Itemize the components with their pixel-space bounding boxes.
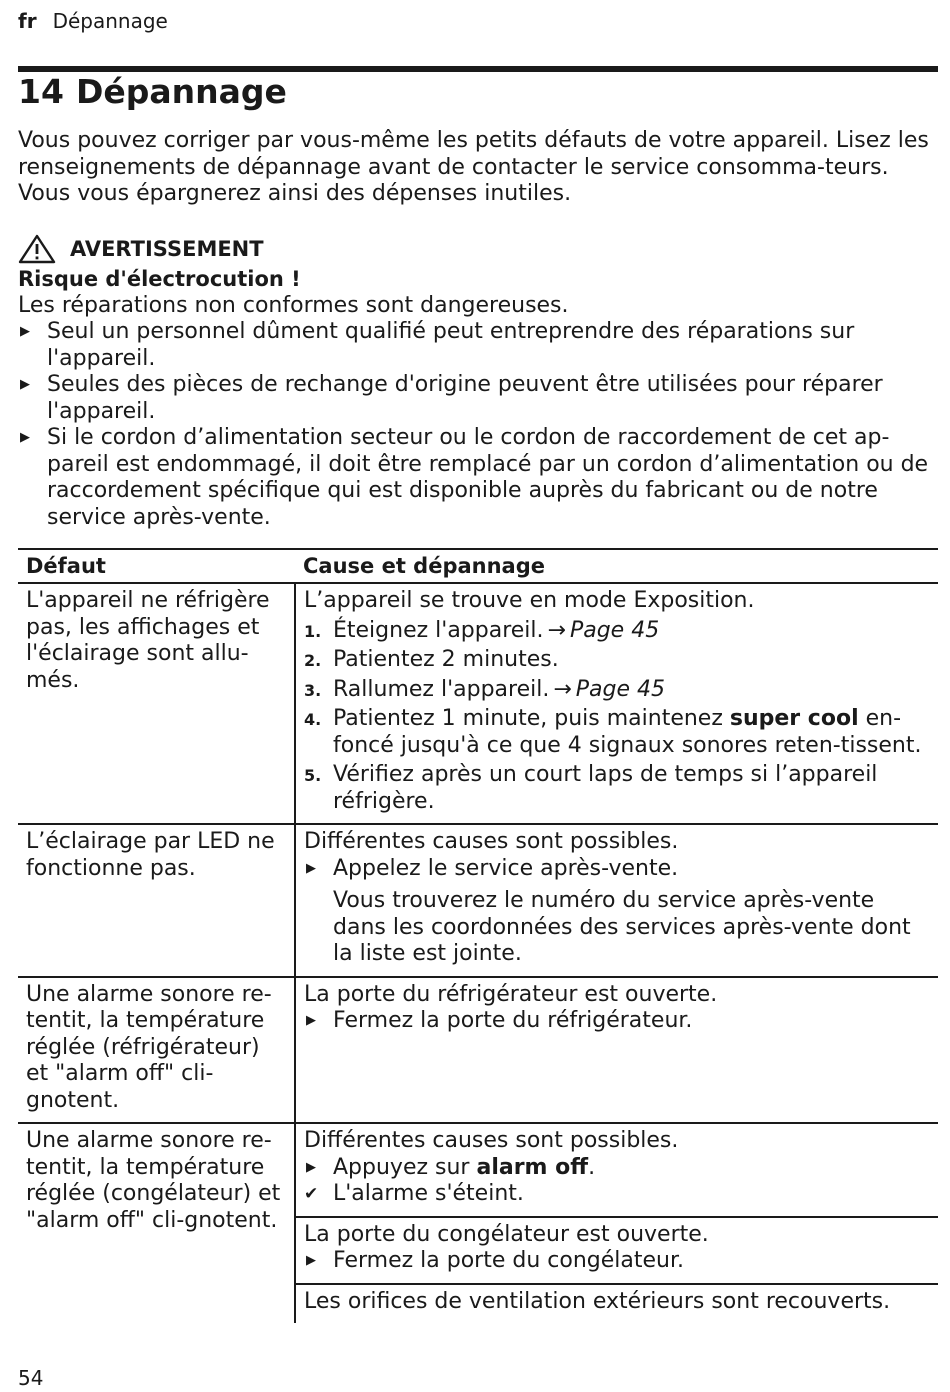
page-reference-link[interactable]: Page 45 bbox=[575, 676, 666, 702]
bullet-icon: ▶ bbox=[306, 860, 316, 876]
note-text: Vous trouverez le numéro du service après-vente dans les coordonnées des services après-vente dont la liste est jointe. bbox=[333, 888, 911, 966]
cause-cell bbox=[295, 1284, 938, 1324]
cause-cell bbox=[295, 1123, 938, 1217]
bullet-icon: ▶ bbox=[306, 1013, 316, 1028]
warning-triangle-icon bbox=[18, 234, 56, 264]
action-item: ▶ Fermez la porte du réfrigérateur. bbox=[306, 1008, 693, 1033]
warning-list bbox=[18, 319, 938, 531]
warning-block bbox=[18, 232, 938, 531]
table-header-row bbox=[18, 549, 938, 583]
warning-title-text: AVERTISSEMENT bbox=[70, 236, 264, 261]
section-name: Dépannage bbox=[52, 9, 168, 33]
table-row bbox=[18, 1123, 938, 1217]
column-header-fault: Défaut bbox=[18, 549, 295, 583]
arrow-right-icon: → bbox=[547, 617, 566, 643]
cause-text: Les orifices de ventilation extérieurs sont recouverts. bbox=[304, 1288, 891, 1314]
result-item: ✔ L'alarme s'éteint. bbox=[304, 1181, 524, 1206]
step-item: 4. Patientez 1 minute, puis maintenez super cool en-foncé jusqu'à ce que 4 signaux sonores reten-tissent. bbox=[304, 706, 922, 758]
table-row bbox=[18, 977, 938, 1124]
troubleshooting-table bbox=[18, 548, 938, 1323]
cause-cell bbox=[295, 977, 938, 1124]
list-item: ▶ Si le cordon d’alimentation secteur ou le cordon de raccordement de cet ap-pareil est endommagé, il doit être remplacé par un cordon d’alimentation ou de raccordement spécifique qui est disponible auprès du fabricant ou de notre service après-vente. bbox=[20, 425, 929, 530]
cause-text: La porte du congélateur est ouverte. bbox=[304, 1221, 709, 1247]
warning-subtitle: Risque d'électrocution ! bbox=[18, 267, 301, 291]
fault-cell: Une alarme sonore re-tentit, la température réglée (réfrigérateur) et "alarm off" cli-gnotent. bbox=[18, 977, 295, 1124]
list-item: ▶ Seul un personnel dûment qualifié peut entreprendre des réparations sur l'appareil. bbox=[20, 319, 855, 371]
step-item: 3. Rallumez l'appareil. → Page 45 bbox=[304, 676, 666, 702]
fault-cell: L’éclairage par LED ne fonctionne pas. bbox=[18, 824, 295, 977]
step-item: 5. Vérifiez après un court laps de temps si l’appareil réfrigère. bbox=[304, 762, 878, 814]
action-item: ▶ Appuyez sur alarm off. bbox=[306, 1154, 596, 1180]
bullet-icon: ▶ bbox=[306, 1159, 316, 1175]
cause-cell bbox=[295, 1217, 938, 1284]
key-label: super cool bbox=[729, 706, 859, 731]
checkmark-icon: ✔ bbox=[304, 1184, 319, 1204]
table-row bbox=[18, 583, 938, 824]
fault-cell: Une alarme sonore re-tentit, la température réglée (congélateur) et "alarm off" cli-gnotent. bbox=[18, 1123, 295, 1323]
key-label: alarm off bbox=[476, 1154, 589, 1180]
step-item: 1. Éteignez l'appareil. → Page 45 bbox=[304, 617, 660, 643]
chapter-title-text: Dépannage bbox=[75, 72, 287, 111]
arrow-right-icon: → bbox=[553, 676, 572, 702]
table-row bbox=[18, 824, 938, 977]
fault-cell: L'appareil ne réfrigère pas, les affichages et l'éclairage sont allu-més. bbox=[18, 583, 295, 824]
warning-text: Les réparations non conformes sont dangereuses. bbox=[18, 292, 569, 318]
bullet-icon: ▶ bbox=[306, 1253, 316, 1268]
cause-text: Différentes causes sont possibles. bbox=[304, 1128, 679, 1153]
cause-text: La porte du réfrigérateur est ouverte. bbox=[304, 981, 718, 1007]
language-code: fr bbox=[18, 9, 37, 33]
intro-paragraph: Vous pouvez corriger par vous-même les petits défauts de votre appareil. Lisez les renseignements de dépannage avant de contacter le service consomma-teurs. Vous vous épargnerez ainsi des dépenses inutiles. bbox=[18, 128, 929, 206]
page-reference-link[interactable]: Page 45 bbox=[569, 617, 660, 643]
bullet-icon: ▶ bbox=[20, 324, 30, 339]
step-item: 2. Patientez 2 minutes. bbox=[304, 647, 559, 672]
cause-cell bbox=[295, 824, 938, 977]
column-header-cause: Cause et dépannage bbox=[295, 549, 938, 583]
warning-title bbox=[18, 232, 938, 266]
bullet-icon: ▶ bbox=[20, 377, 30, 392]
page-number: 54 bbox=[18, 1366, 44, 1390]
page-header bbox=[18, 9, 168, 33]
chapter-number: 14 bbox=[18, 72, 64, 111]
list-item: ▶ Seules des pièces de rechange d'origine peuvent être utilisées pour réparer l'appareil. bbox=[20, 372, 883, 424]
bullet-icon: ▶ bbox=[20, 430, 30, 445]
cause-text: Différentes causes sont possibles. bbox=[304, 829, 679, 854]
action-item: ▶ Fermez la porte du congélateur. bbox=[306, 1248, 684, 1273]
action-item: ▶ Appelez le service après-vente. bbox=[306, 855, 679, 881]
steps-list bbox=[304, 618, 930, 816]
cause-text: L’appareil se trouve en mode Exposition. bbox=[304, 588, 755, 613]
cause-cell bbox=[295, 583, 938, 824]
chapter-title bbox=[18, 72, 287, 111]
